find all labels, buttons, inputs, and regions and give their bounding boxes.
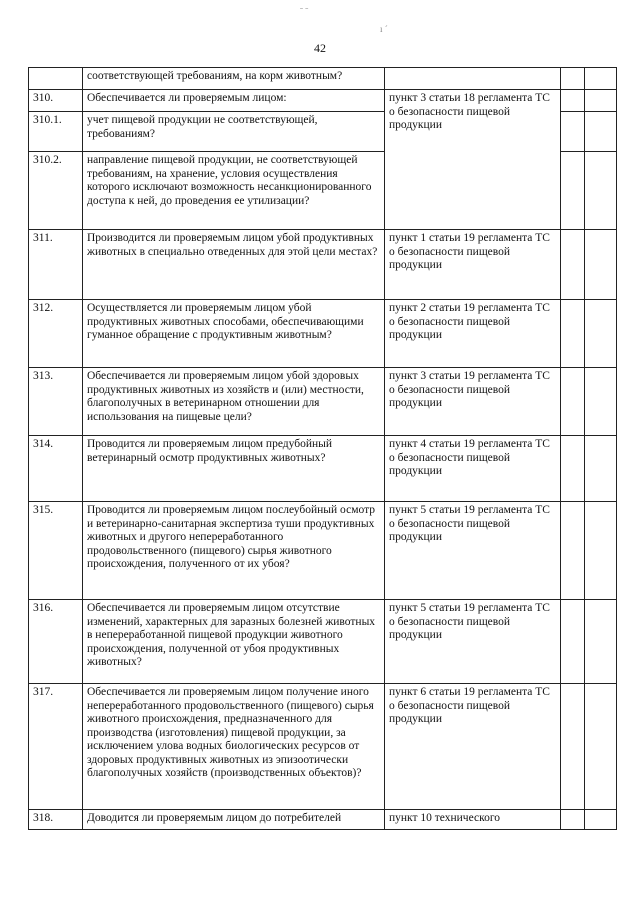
row-reference: пункт 1 статьи 19 регламента ТС о безопасности пищевой продукции (385, 230, 561, 300)
table-row (29, 810, 617, 830)
note-cell (585, 684, 617, 810)
row-reference: пункт 5 статьи 19 регламента ТС о безопасности пищевой продукции (385, 600, 561, 684)
answer-cell (561, 112, 585, 152)
note-cell (585, 502, 617, 600)
checklist-table (28, 67, 617, 830)
row-question: направление пищевой продукции, не соответствующей требованиям, на хранение, условия осуществления которого исключают возможность несанкционированного доступа к ней, до проведения ее утилизации? (83, 152, 385, 230)
row-number: 317. (29, 684, 83, 810)
row-number: 311. (29, 230, 83, 300)
row-question: Обеспечивается ли проверяемым лицом: (83, 90, 385, 112)
note-cell (585, 68, 617, 90)
row-question: Производится ли проверяемым лицом убой продуктивных животных в специально отведенных для этой цели местах? (83, 230, 385, 300)
table-row (29, 68, 617, 90)
note-cell (585, 112, 617, 152)
note-cell (585, 230, 617, 300)
note-cell (585, 152, 617, 230)
row-reference (385, 68, 561, 90)
table-row (29, 300, 617, 368)
row-question: соответствующей требованиям, на корм животным? (83, 68, 385, 90)
table-row (29, 436, 617, 502)
row-number: 316. (29, 600, 83, 684)
table-row (29, 230, 617, 300)
row-number: 310.2. (29, 152, 83, 230)
row-number: 313. (29, 368, 83, 436)
row-reference: пункт 2 статьи 19 регламента ТС о безопасности пищевой продукции (385, 300, 561, 368)
row-question: Проводится ли проверяемым лицом предубойный ветеринарный осмотр продуктивных животных? (83, 436, 385, 502)
table-row (29, 502, 617, 600)
answer-cell (561, 152, 585, 230)
answer-cell (561, 68, 585, 90)
row-reference: пункт 3 статьи 18 регламента ТС о безопасности пищевой продукции (385, 90, 561, 230)
row-question: Доводится ли проверяемым лицом до потребителей (83, 810, 385, 830)
note-cell (585, 300, 617, 368)
row-number: 315. (29, 502, 83, 600)
row-reference: пункт 6 статьи 19 регламента ТС о безопасности пищевой продукции (385, 684, 561, 810)
answer-cell (561, 230, 585, 300)
row-question: Обеспечивается ли проверяемым лицом отсутствие изменений, характерных для заразных болезней животных в непереработанной пищевой продукции животного происхождения, полученной от убоя продуктивных животных? (83, 600, 385, 684)
answer-cell (561, 90, 585, 112)
note-cell (585, 600, 617, 684)
table-row (29, 368, 617, 436)
row-number: 314. (29, 436, 83, 502)
note-cell (585, 436, 617, 502)
row-number: 310. (29, 90, 83, 112)
answer-cell (561, 436, 585, 502)
row-number (29, 68, 83, 90)
row-question: Обеспечивается ли проверяемым лицом получение иного непереработанного продовольственного (пищевого) сырья животного происхождения, предназначенного для производства (изготовления) пищевой продукции, за исключением улова водных биологических ресурсов от здоровых продуктивных животных из эпизоотически благополучных хозяйств (производственных объектов)? (83, 684, 385, 810)
note-cell (585, 368, 617, 436)
row-reference: пункт 3 статьи 19 регламента ТС о безопасности пищевой продукции (385, 368, 561, 436)
answer-cell (561, 684, 585, 810)
row-question: Обеспечивается ли проверяемым лицом убой здоровых продуктивных животных из хозяйств и (или) местности, благополучных в ветеринарном отношении для использования на пищевые цели? (83, 368, 385, 436)
answer-cell (561, 600, 585, 684)
note-cell (585, 90, 617, 112)
row-reference: пункт 4 статьи 19 регламента ТС о безопасности пищевой продукции (385, 436, 561, 502)
scan-artifact: ı ˊ (380, 24, 388, 34)
row-question: учет пищевой продукции не соответствующей, требованиям? (83, 112, 385, 152)
answer-cell (561, 810, 585, 830)
scan-artifact: ˉ ˉ (300, 6, 309, 16)
row-reference: пункт 5 статьи 19 регламента ТС о безопасности пищевой продукции (385, 502, 561, 600)
table-row (29, 684, 617, 810)
note-cell (585, 810, 617, 830)
table-row (29, 90, 617, 112)
page-number: 42 (314, 41, 326, 55)
row-question: Проводится ли проверяемым лицом послеубойный осмотр и ветеринарно-санитарная экспертиза туши продуктивных животных и другого непереработанного продовольственного (пищевого) сырья животного происхождения, полученного от их убоя? (83, 502, 385, 600)
row-number: 310.1. (29, 112, 83, 152)
answer-cell (561, 368, 585, 436)
answer-cell (561, 300, 585, 368)
table-row (29, 600, 617, 684)
row-reference: пункт 10 технического (385, 810, 561, 830)
row-number: 312. (29, 300, 83, 368)
answer-cell (561, 502, 585, 600)
row-number: 318. (29, 810, 83, 830)
row-question: Осуществляется ли проверяемым лицом убой продуктивных животных способами, обеспечивающими гуманное обращение с продуктивным животным? (83, 300, 385, 368)
